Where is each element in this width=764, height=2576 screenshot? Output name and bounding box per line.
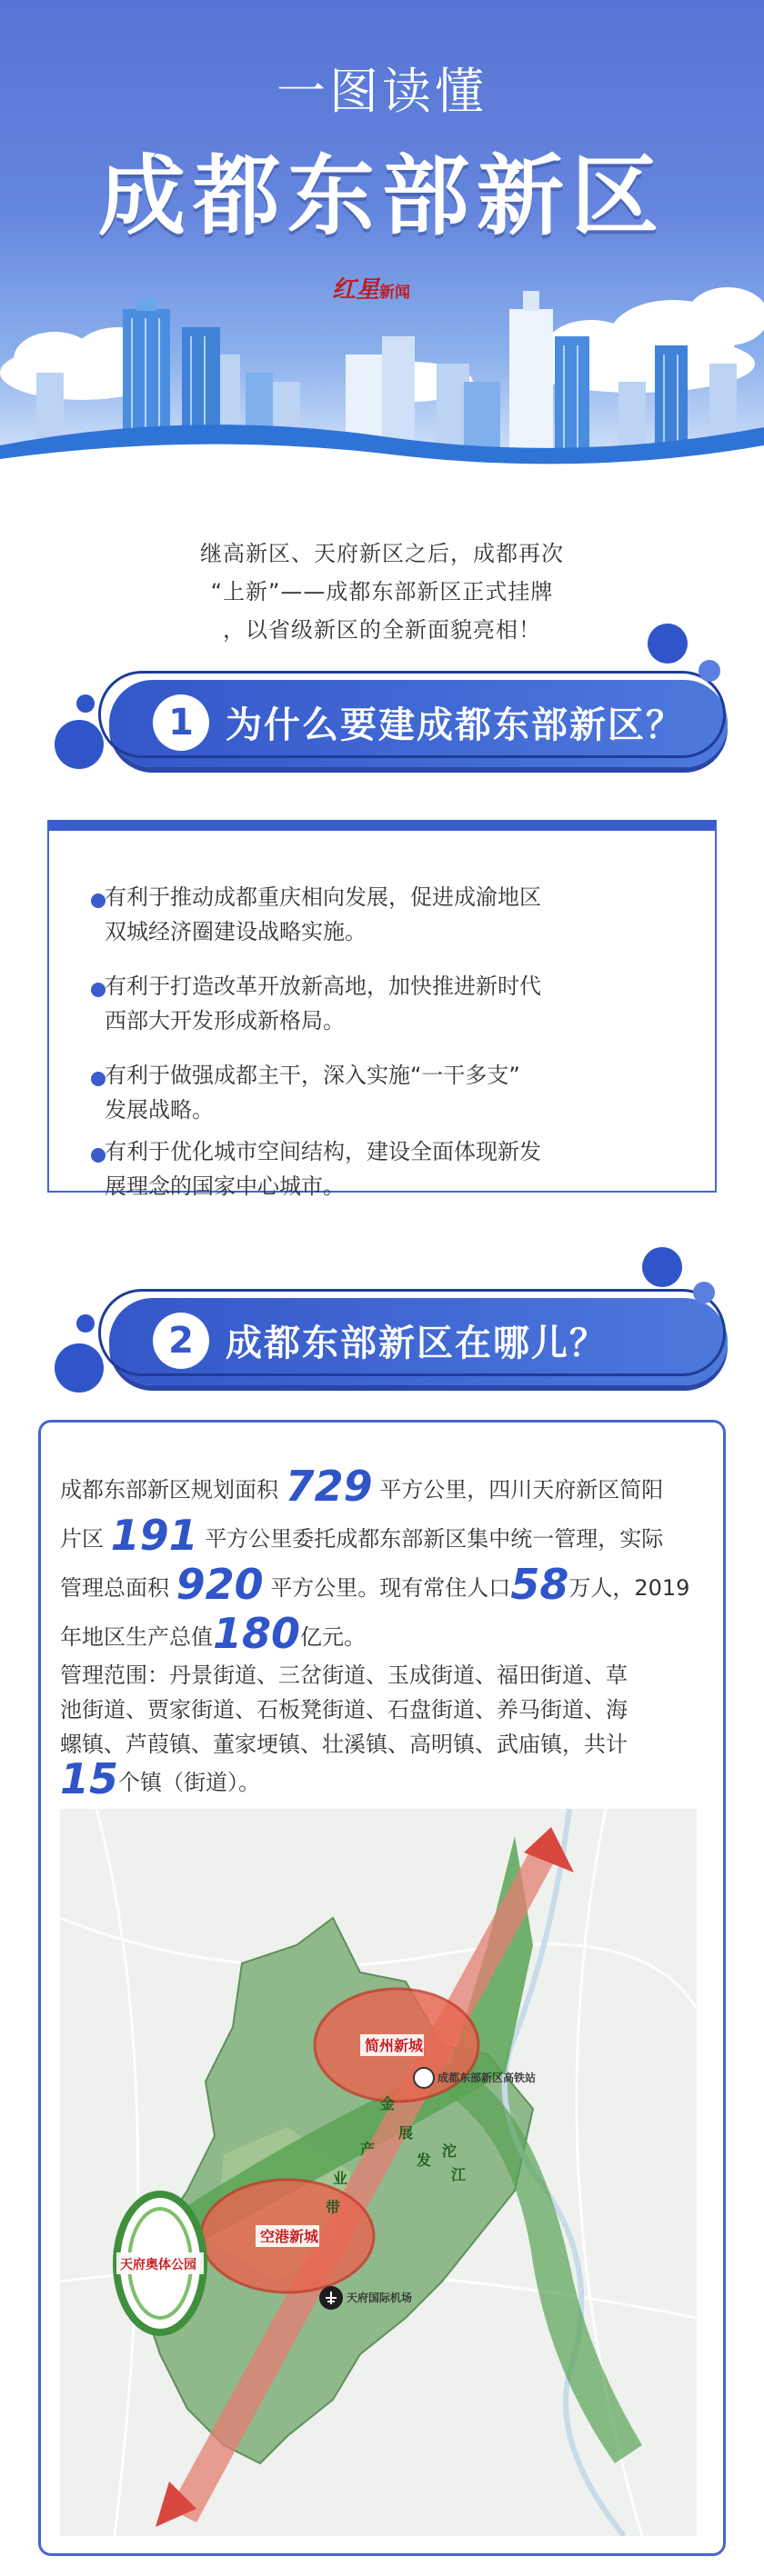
reason-item (105, 880, 696, 949)
map-label-airport: 天府国际机场 (347, 2291, 413, 2304)
area-line (60, 1462, 706, 1514)
bullet-dot (91, 1072, 106, 1086)
reason-line: 有利于打造改革开放新高地，加快推进新时代 (105, 973, 541, 999)
section-title: 成都东部新区在哪儿？ (226, 1323, 608, 1364)
decor-dot (642, 1247, 682, 1287)
city-skyline-illustration (0, 273, 764, 473)
reason-line: 西部大开发形成新格局。 (105, 1008, 345, 1033)
map-label-axis: 业 (333, 2170, 348, 2187)
map-label-axis: 产 (360, 2141, 376, 2158)
decor-dot (648, 624, 688, 664)
reason-line: 有利于推动成都重庆相向发展，促进成渝地区 (105, 884, 541, 910)
map-label-corridor: 沱 (442, 2142, 457, 2160)
decor-dot (76, 694, 95, 713)
gdp-value: 180 (213, 1609, 301, 1658)
section-title: 为什么要建成都东部新区？ (226, 704, 684, 746)
text-span: 成都东部新区规划面积 (60, 1477, 278, 1503)
map-label-axis: 发 (417, 2152, 432, 2169)
scope-line: 螺镇、芦葭镇、董家埂镇、壮溪镇、高明镇、武庙镇，共计 (60, 1732, 628, 1757)
brand-suffix: 新闻 (379, 284, 411, 302)
reason-item (105, 969, 696, 1038)
section-number-badge: 2 (153, 1313, 209, 1369)
text-span: 亿元。 (300, 1624, 367, 1650)
text-span: 万人，2019 (568, 1575, 690, 1601)
reason-line: 有利于优化城市空间结构，建设全面体现新发 (105, 1139, 541, 1164)
decor-dot (693, 1282, 715, 1303)
decor-dot (55, 1343, 104, 1393)
scope-line: 池街道、贾家街道、石板凳街道、石盘街道、养马街道、海 (60, 1697, 628, 1722)
map-label-axis: 展 (398, 2124, 414, 2142)
text-span: 年地区生产总值 (60, 1624, 213, 1650)
section-2-header (0, 1271, 764, 1407)
decor-dot (699, 660, 720, 682)
section-1-header (0, 653, 764, 789)
jianyang-area-value: 191 (110, 1511, 198, 1560)
decor-dot (76, 1314, 95, 1333)
map-label-airport-city: 空港新城 (260, 2228, 319, 2245)
area-line (60, 1511, 706, 1563)
text-span: 平方公里，四川天府新区简阳 (379, 1477, 664, 1503)
reason-line: 发展战略。 (105, 1097, 214, 1123)
intro-line: ，以省级新区的全新面貌亮相！ (223, 617, 541, 643)
bullet-dot (91, 894, 106, 908)
reason-line: 有利于做强成都主干，深入实施“一干多支” (105, 1063, 520, 1088)
bullet-dot (91, 1148, 106, 1163)
intro-text (0, 534, 764, 649)
train-station-icon (414, 2068, 434, 2088)
map-label-park: 天府奥体公园 (120, 2258, 196, 2272)
map-label-corridor: 江 (451, 2166, 467, 2183)
town-count-value: 15 (60, 1754, 119, 1803)
reason-line: 展理念的国家中心城市。 (105, 1173, 345, 1199)
page-kicker: 一图读懂 (276, 63, 488, 120)
text-span: 平方公里委托成都东部新区集中统一管理，实际 (205, 1526, 664, 1552)
map-label-corridor: 金 (380, 2095, 396, 2112)
text-span: 个镇（街道）。 (118, 1770, 261, 1795)
area-line (60, 1560, 706, 1612)
text-span: 平方公里。现有常住人口 (270, 1575, 511, 1601)
page-title: 成都东部新区 (98, 145, 666, 247)
decor-dot (55, 720, 104, 769)
text-span: 片区 (60, 1526, 104, 1552)
intro-line: 继高新区、天府新区之后，成都再次 (200, 541, 564, 566)
gdp-line (60, 1609, 706, 1662)
reason-line: 双城经济圈建设战略实施。 (105, 919, 367, 944)
scope-line (60, 1754, 708, 1803)
scope-text (60, 1658, 708, 1803)
hero-banner (0, 0, 764, 473)
planned-area-value: 729 (285, 1462, 373, 1511)
map-label-jianzhou: 简州新城 (365, 2037, 424, 2054)
text-span: 管理总面积 (60, 1575, 169, 1601)
total-area-value: 920 (176, 1560, 264, 1609)
reason-item (105, 1058, 696, 1127)
population-value: 58 (510, 1560, 569, 1609)
intro-line: “上新”——成都东部新区正式挂牌 (210, 579, 554, 604)
brand-name: 红星 (332, 276, 380, 304)
district-map (60, 1809, 697, 2536)
map-label-station: 成都东部新区高铁站 (437, 2072, 537, 2084)
scope-line: 管理范围：丹景街道、三岔街道、玉成街道、福田街道、草 (60, 1662, 628, 1688)
bullet-dot (91, 983, 106, 997)
section-number-badge: 1 (153, 694, 209, 751)
map-label-axis: 带 (326, 2199, 341, 2216)
reason-item (105, 1134, 696, 1203)
